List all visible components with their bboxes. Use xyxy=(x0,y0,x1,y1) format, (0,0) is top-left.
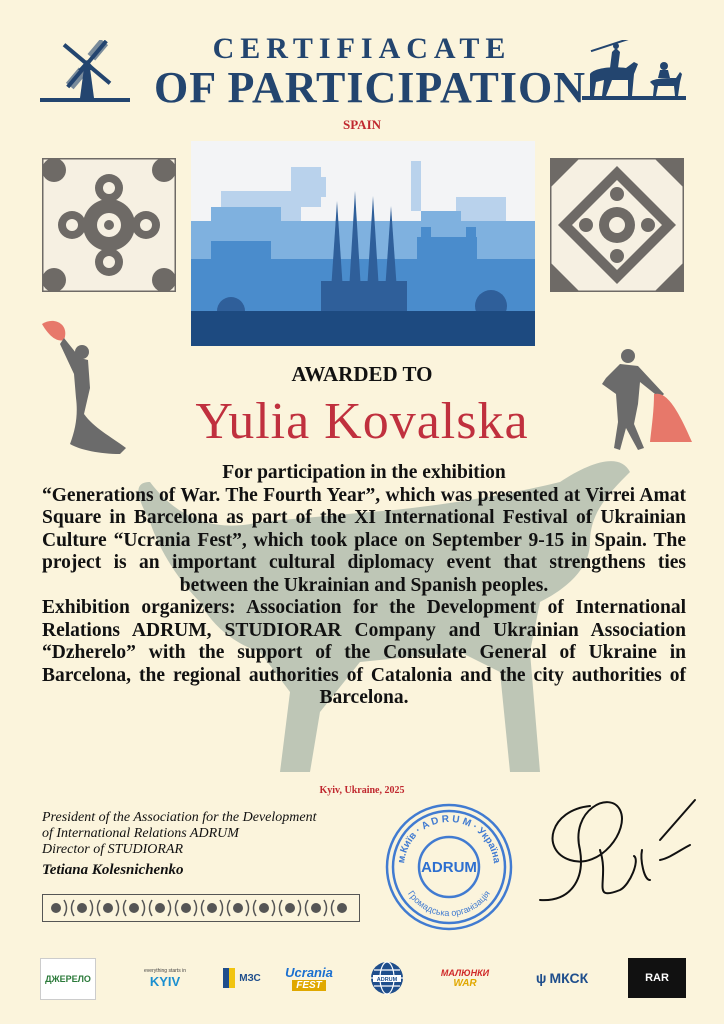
stamp-ring-top: м.Київ · A D R U M · Україна xyxy=(396,813,502,865)
adrum-stamp xyxy=(382,800,516,934)
mksk-logo xyxy=(524,958,600,998)
signatory-block xyxy=(42,810,317,878)
ornamental-border xyxy=(42,894,360,922)
svg-text:м.Київ · A D R U M · Україна xyxy=(396,814,502,865)
stamp-ring-bottom: Громадська організація xyxy=(406,888,492,919)
signatory-title-line3: Director of STUDIORAR xyxy=(42,842,184,857)
certificate-subtitle: OF PARTICIPATION xyxy=(153,63,587,112)
mksk-label: МКСК xyxy=(549,970,589,986)
skyline-image xyxy=(191,141,535,346)
signatory-title-line2: of International Relations ADRUM xyxy=(42,826,239,841)
place-date: Kyiv, Ukraine, 2025 xyxy=(319,785,405,796)
dzherelo-logo xyxy=(40,958,96,1000)
partner-logos xyxy=(30,958,694,1002)
country-label: SPAIN xyxy=(342,117,382,132)
certificate-body xyxy=(42,462,686,710)
fest-label: FEST xyxy=(292,980,326,991)
signatory-title-line1: President of the Association for the Development xyxy=(42,810,317,825)
malyunky-label: МАЛЮНКИ xyxy=(440,967,490,978)
tile-ornament-right xyxy=(550,158,684,292)
body-paragraph-organizers: Exhibition organizers: Association for the Development of International Relations ADRUM, STUDIORAR Company and Ukrainian Association “Dzherelo” with the support of the Consulate General of Ukraine in Barcelona, the regional authorities of Catalonia and the city authorities of Barcelona. xyxy=(42,597,686,708)
body-paragraph-exhibition: “Generations of War. The Fourth Year”, which was presented at Virrei Amat Square in Barcelona as part of the XI International Festival of Ukrainian Culture “Ucrania Fest”, which took place on September 9-15 in Spain. The project is an important cultural diplomacy event that strengthens ties between the Ukrainian and Spanish peoples. xyxy=(42,484,686,596)
studiorar-logo xyxy=(628,958,686,998)
recipient-name: Yulia Kovalska xyxy=(195,393,529,450)
war-label: WAR xyxy=(453,977,477,989)
stamp-center: ADRUM xyxy=(421,859,477,876)
ucrania-label: Ucrania xyxy=(285,965,333,980)
adrum-globe-icon xyxy=(370,961,404,995)
kyiv-logo xyxy=(136,958,194,998)
tile-ornament-left xyxy=(42,158,176,292)
body-lead: For participation in the exhibition xyxy=(222,462,506,483)
dzherelo-label: ДЖЕРЕЛО xyxy=(45,974,91,984)
certificate-title: CERTIFIACATE xyxy=(212,32,512,65)
awarded-to-label: AWARDED TO xyxy=(291,362,433,386)
mzs-label: МЗС xyxy=(239,972,261,984)
trident-icon: ψ xyxy=(535,970,547,986)
mzs-logo xyxy=(218,958,266,998)
mzs-mark xyxy=(223,968,235,988)
kyiv-tag: everything starts in xyxy=(144,967,186,974)
kyiv-label: KYIV xyxy=(149,973,181,989)
handwritten-signature xyxy=(530,790,700,910)
signatory-name: Tetiana Kolesnichenko xyxy=(42,862,184,878)
malyunky-war-logo xyxy=(430,958,500,998)
ucrania-fest-logo xyxy=(278,958,340,998)
adrum-logo xyxy=(366,958,408,998)
rar-label: RAR xyxy=(645,972,669,984)
adrum-logo-label: ADRUM xyxy=(376,977,398,983)
